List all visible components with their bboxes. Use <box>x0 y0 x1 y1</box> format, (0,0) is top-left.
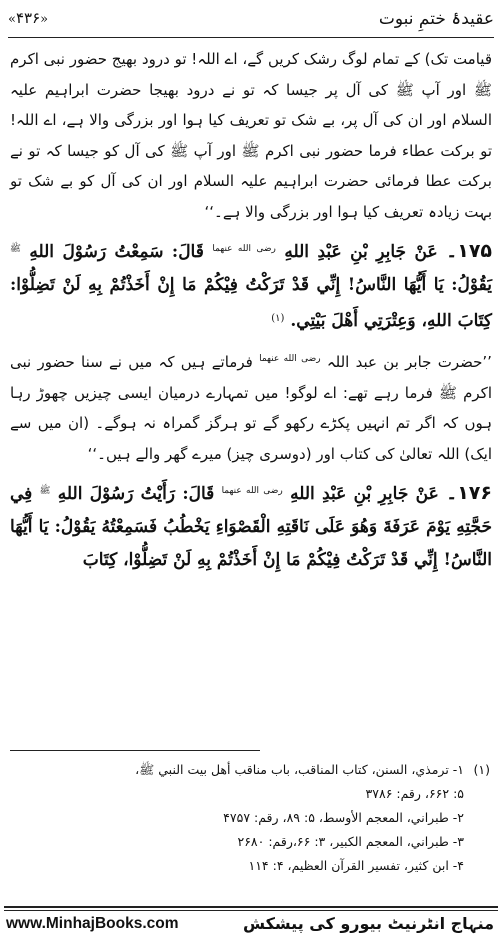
page-header <box>8 6 494 36</box>
footnote-1 <box>12 758 490 782</box>
hadith-176-honorific-b: ﷺ <box>39 486 51 496</box>
hadith-176-text-c: فِي حَجَّتِهِ يَوْمَ عَرَفَةَ وَهُوَ عَلَى نَاقَتِهِ الْقَصْوَاءِ يَخْطُبُ فَسَمِعْتُهُ يَقُوْلُ: يَا أَيُّهَا النَّاسُ! إِنِّي قَدْ تَرَكْتُ فِيْكُمْ مَا إِنْ أَخَذْتُمْ بِهِ لَنْ تَضِلُّوْا، كِتَابَ <box>10 484 492 570</box>
hadith-175-text-c: يَقُوْلُ: يَا أَيُّهَا النَّاسُ! إِنِّي قَدْ تَرَكْتُ فِيْكُمْ مَا إِنْ أَخَذْتُمْ بِهِ لَنْ تَضِلُّوْا: كِتَابَ اللهِ، وَعِتْرَتِي أَهْلَ بَيْتِي. <box>10 275 492 331</box>
footnote-1-continued: ۵: ۶۶۲، رقم: ۳۷۸۶ <box>365 786 464 801</box>
hadith-175-translation <box>10 344 492 469</box>
hadith-176-number: ۱۷۶۔ <box>446 482 492 504</box>
footnote-1-line-1: ۱- ترمذي، السنن، كتاب المناقب، باب مناقب أهل بيت النبي ﷺ، <box>135 762 464 777</box>
hadith-175-translation-honorific: رضی الله عنهما <box>259 354 321 364</box>
hadith-175-text-b: قَالَ: سَمِعْتُ رَسُوْلَ اللهِ <box>29 242 204 262</box>
hadith-175-number: ۱۷۵۔ <box>446 240 493 262</box>
footer-credit: منہاج انٹرنیٹ بیورو کی پیشکش <box>242 914 494 933</box>
hadith-175-translation-a: ’’حضرت جابر بن عبد اللہ <box>326 353 492 371</box>
footnote-2: ۲- طبراني، المعجم الأوسط، ۵: ۸۹، رقم: ۴۷۵۷ <box>223 810 464 825</box>
hadith-175-ref: (۱) <box>271 313 285 324</box>
main-text <box>10 44 492 577</box>
hadith-175-text-a: عَنْ جَابِرِ بْنِ عَبْدِ اللهِ <box>284 242 438 262</box>
running-title: عقیدۂ ختمِ نبوت <box>378 9 494 29</box>
footnote-marker: (۱) <box>473 762 490 777</box>
hadith-176-text-a: عَنْ جَابِرِ بْنِ عَبْدِ اللهِ <box>290 484 439 504</box>
footer-rule <box>4 906 498 908</box>
hadith-175-honorific-b: ﷺ <box>10 244 21 254</box>
footnote-4: ۴- ابن كثير، تفسير القرآن العظيم، ۴: ۱۱۴ <box>248 858 464 873</box>
hadith-176-arabic <box>10 475 492 577</box>
footnote-3: ۳- طبراني، المعجم الكبير، ۳: ۶۶،رقم: ۲۶۸۰ <box>237 834 464 849</box>
footnote-rule <box>10 750 260 751</box>
continuation-paragraph: قیامت تک) کے تمام لوگ رشک کریں گے، اے اللہ! تو درود بھیج حضور نبی اکرم ﷺ اور آپ ﷺ کی آل پر جیسا کہ تو نے درود بھیجا حضرت ابراہیم علیہ السلام اور ان کی آل پر، بے شک تو تعریف کیا ہوا اور بزرگی والا ہے، اے اللہ! تو برکت عطاء فرما حضور نبی اکرم ﷺ اور آپ ﷺ کی آل کو جیسا کہ تو نے برکت عطا فرمائی حضرت ابراہیم علیہ السلام اور ان کی آل کو بے شک تو بہت زیادہ تعریف کیا ہوا اور بزرگی والا ہے۔‘‘ <box>10 50 492 221</box>
footer-url-link[interactable]: www.MinhajBooks.com <box>6 915 179 932</box>
hadith-175-arabic <box>10 233 492 338</box>
page-number <box>8 9 48 27</box>
hadith-176-text-b: قَالَ: رَأَيْتُ رَسُوْلَ اللهِ <box>57 484 215 504</box>
header-rule <box>8 37 494 38</box>
hadith-176-honorific-a: رضی الله عنهما <box>221 486 283 496</box>
ornament-left-icon: « <box>8 12 16 27</box>
footer-rule-thin <box>4 910 498 911</box>
ornament-right-icon: » <box>40 12 49 27</box>
hadith-175-honorific-a: رضی الله عنهما <box>212 244 276 254</box>
hadith-175-translation-b: فرماتے ہیں کہ میں نے سنا حضور نبی اکرم ﷺ فرما رہے تھے: اے لوگو! میں تمہارے درمیان ایسی چیزیں چھوڑ رہا ہوں کہ اگر تم انہیں پکڑے رکھو گے تو ہرگز گمراہ نہ ہوگے۔ (ان میں سے ایک) اللہ تعالیٰ کی کتاب اور (دوسری چیز) میرے گھر والے ہیں۔‘‘ <box>10 353 492 463</box>
page-number-value: ۴۳۶ <box>15 9 41 27</box>
footnotes <box>12 758 490 878</box>
